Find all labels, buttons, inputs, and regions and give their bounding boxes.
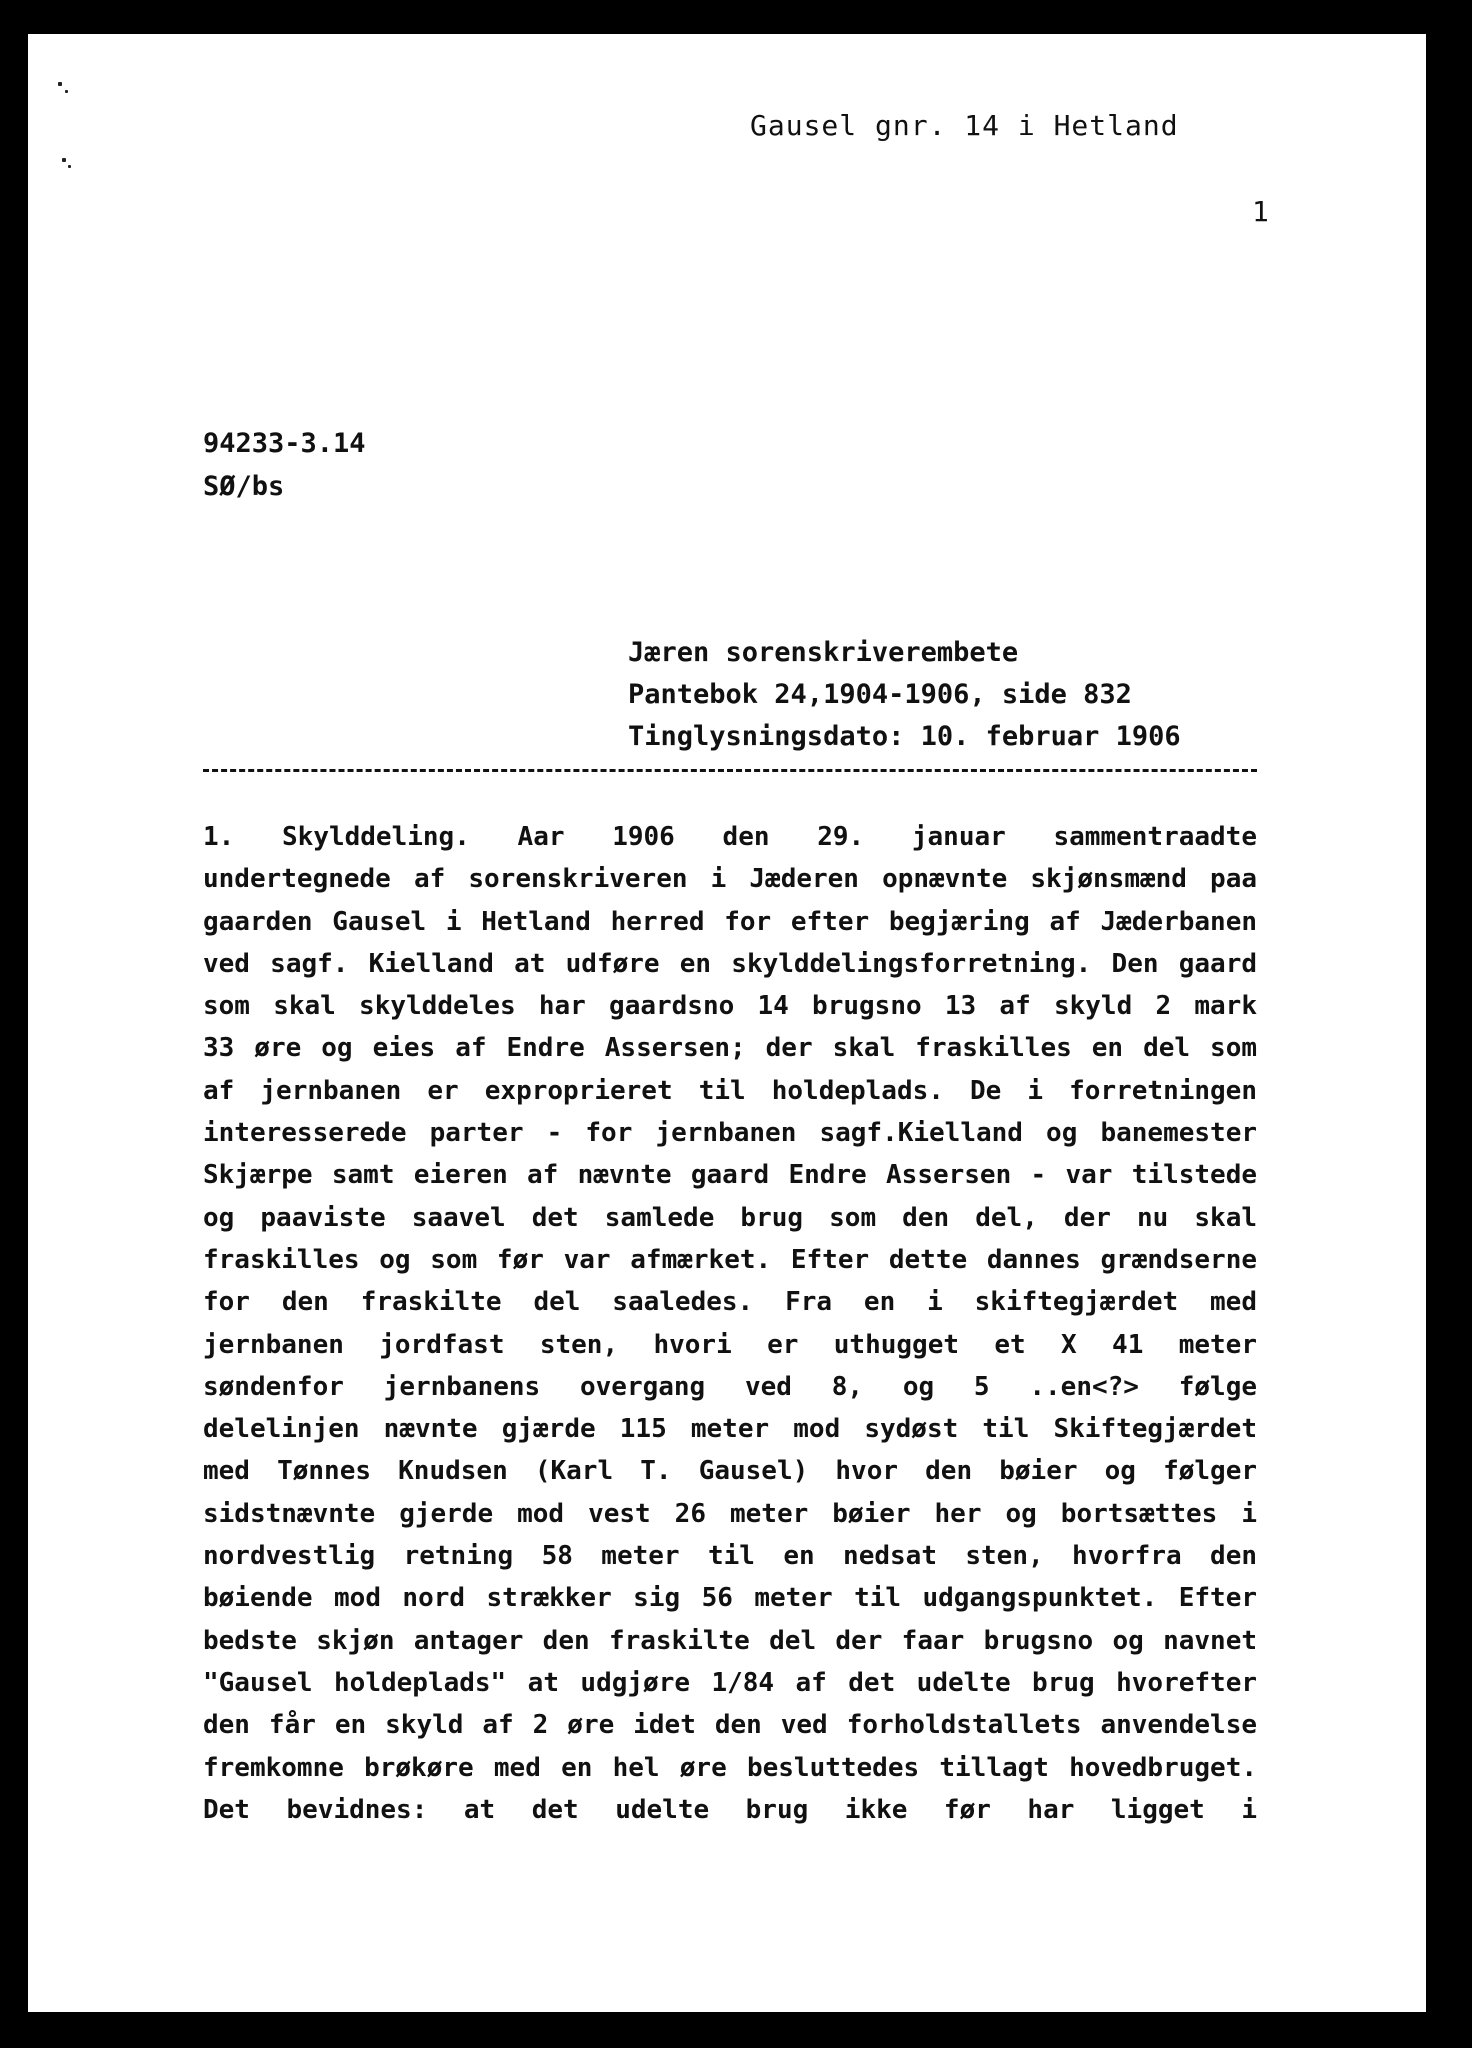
body-line: bedste skjøn antager den fraskilte del der faar brugsno og navnet (203, 1625, 1257, 1656)
body-line: ved sagf. Kielland at udføre en skylddelingsforretning. Den gaard (203, 948, 1257, 979)
body-line: Skjærpe samt eieren af nævnte gaard Endre Assersen - var tilstede (203, 1160, 1257, 1191)
body-line: fraskilles og som før var afmærket. Efter dette dannes grændserne (203, 1244, 1257, 1275)
body-line: "Gausel holdeplads" at udgjøre 1/84 af det udelte brug hvorefter (203, 1667, 1257, 1698)
source-volume: Pantebok 24,1904-1906, side 832 (628, 679, 1132, 710)
body-line: delelinjen nævnte gjærde 115 meter mod sydøst til Skiftegjærdet (203, 1414, 1257, 1445)
case-number: 94233-3.14 (203, 428, 366, 459)
body-line: søndenfor jernbanens overgang ved 8, og 5 ..en<?> følge (203, 1371, 1257, 1402)
body-line: for den fraskilte del saaledes. Fra en i skiftegjærdet med (203, 1287, 1257, 1318)
page-number: 1 (1252, 195, 1269, 228)
scan-speck (68, 165, 71, 168)
registration-date: Tinglysningsdato: 10. februar 1906 (628, 721, 1181, 752)
body-line: som skal skylddeles har gaardsno 14 brugsno 13 af skyld 2 mark (203, 991, 1257, 1022)
body-line: bøiende mod nord strækker sig 56 meter til udgangspunktet. Efter (203, 1583, 1257, 1614)
body-line: og paaviste saavel det samlede brug som den del, der nu skal (203, 1202, 1257, 1233)
body-line: nordvestlig retning 58 meter til en nedsat sten, hvorfra den (203, 1541, 1257, 1572)
body-text (203, 816, 1257, 1831)
body-line: undertegnede af sorenskriveren i Jæderen opnævnte skjønsmænd paa (203, 864, 1257, 895)
body-line: med Tønnes Knudsen (Karl T. Gausel) hvor den bøier og følger (203, 1456, 1257, 1487)
scan-speck (65, 90, 68, 93)
body-line: 33 øre og eies af Endre Assersen; der skal fraskilles en del som (203, 1033, 1257, 1064)
body-line: interesserede parter - for jernbanen sagf.Kielland og banemester (203, 1118, 1257, 1149)
scan-speck (58, 82, 62, 86)
author-initials: SØ/bs (203, 471, 285, 502)
reference-block (203, 422, 366, 508)
source-block (628, 632, 1181, 758)
dashed-divider (203, 769, 1257, 772)
body-line: gaarden Gausel i Hetland herred for efter begjæring af Jæderbanen (203, 906, 1257, 937)
document-header-title: Gausel gnr. 14 i Hetland (750, 109, 1179, 142)
scan-speck (62, 158, 66, 162)
body-line: af jernbanen er exproprieret til holdeplads. De i forretningen (203, 1075, 1257, 1106)
body-line: jernbanen jordfast sten, hvori er uthugget et X 41 meter (203, 1329, 1257, 1360)
body-line: 1. Skylddeling. Aar 1906 den 29. januar sammentraadte (203, 822, 1257, 852)
body-line: den får en skyld af 2 øre idet den ved forholdstallets anvendelse (203, 1710, 1257, 1741)
body-line: Det bevidnes: at det udelte brug ikke før har ligget i (203, 1794, 1257, 1825)
body-line: sidstnævnte gjerde mod vest 26 meter bøier her og bortsættes i (203, 1498, 1257, 1529)
source-office: Jæren sorenskriverembete (628, 637, 1019, 668)
body-line: fremkomne brøkøre med en hel øre besluttedes tillagt hovedbruget. (203, 1752, 1257, 1783)
document-page (28, 34, 1426, 2012)
